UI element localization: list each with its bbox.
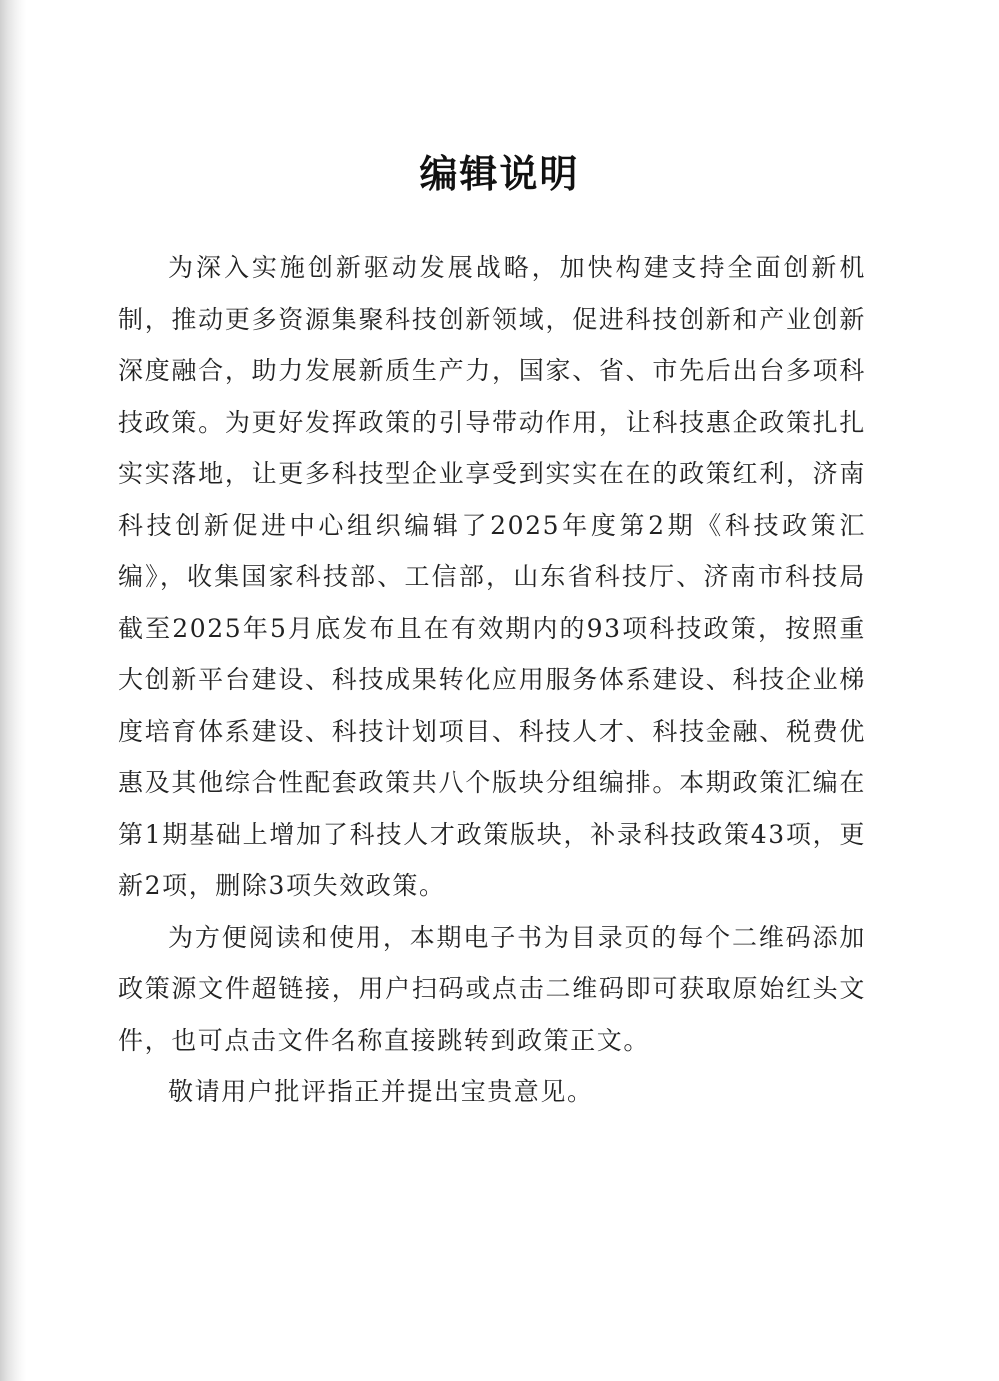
paragraph-closing: 敬请用户批评指正并提出宝贵意见。 <box>168 1077 594 1106</box>
page-title: 编辑说明 <box>419 151 580 196</box>
paragraph-usage: 为方便阅读和使用，本期电子书为目录页的每个二维码添加政策源文件超链接，用户扫码或点击二维码即可获取原始红头文件，也可点击文件名称直接跳转到政策正文。 <box>118 922 866 1055</box>
page-edge-shadow <box>0 0 26 1381</box>
paragraph-intro: 为深入实施创新驱动发展战略，加快构建支持全面创新机制，推动更多资源集聚科技创新领域，促进科技创新和产业创新深度融合，助力发展新质生产力，国家、省、市先后出台多项科技政策。为更好发挥政策的引导带动作用，让科技惠企政策扎扎实实落地，让更多科技型企业享受到实实在在的政策红利，济南科技创新促进中心组织编辑了2025年度第2期《科技政策汇编》，收集国家科技部、工信部，山东省科技厅、济南市科技局截至2025年5月底发布且在有效期内的93项科技政策，按照重大创新平台建设、科技成果转化应用服务体系建设、科技企业梯度培育体系建设、科技计划项目、科技人才、科技金融、税费优惠及其他综合性配套政策共八个版块分组编排。本期政策汇编在第1期基础上增加了科技人才政策版块，补录科技政策43项，更新2项，删除3项失效政策。 <box>118 253 866 900</box>
body-text <box>118 242 866 1118</box>
